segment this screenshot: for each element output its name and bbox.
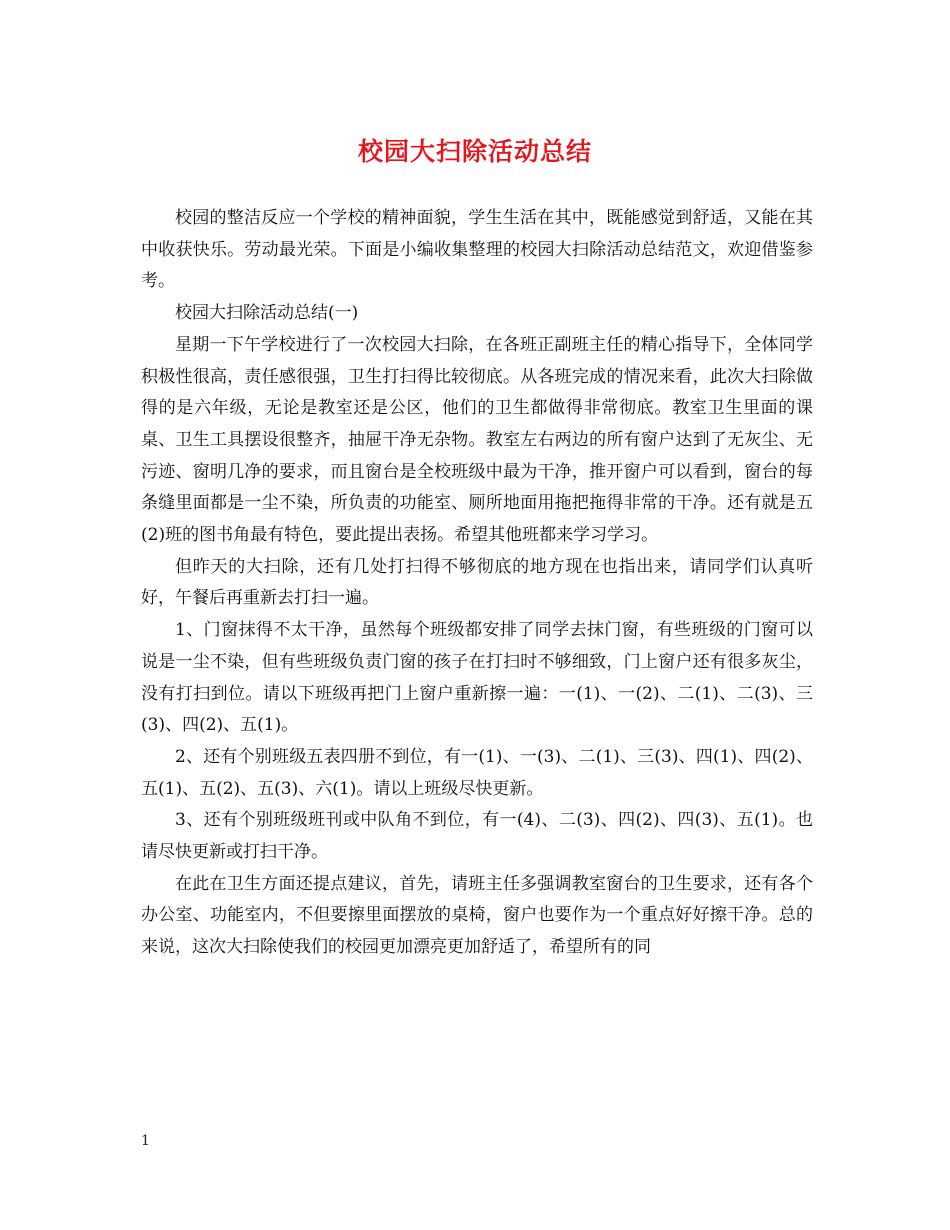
list-item-paragraph: 2、还有个别班级五表四册不到位，有一(1)、一(3)、二(1)、三(3)、四(1)、四(2)、五(1)、五(2)、五(3)、六(1)。请以上班级尽快更新。 [141,746,813,799]
list-item-paragraph: 1、门窗抹得不太干净，虽然每个班级都安排了同学去抹门窗，有些班级的门窗可以说是一尘不染，但有些班级负责门窗的孩子在打扫时不够细致，门上窗户还有很多灰尘，没有打扫到位。请以下班级再把门上窗户重新擦一遍：一(1)、一(2)、二(1)、二(3)、三(3)、四(2)、五(1)。 [141,620,813,736]
body-paragraph: 但昨天的大扫除，还有几处打扫得不够彻底的地方现在也指出来，请同学们认真听好，午餐后再重新去打扫一遍。 [141,556,813,609]
document-title: 校园大扫除活动总结 [357,137,592,166]
document-body [141,203,813,964]
list-item-paragraph: 3、还有个别班级班刊或中队角不到位，有一(4)、二(3)、四(2)、四(3)、五(1)。也请尽快更新或打扫干净。 [141,810,813,863]
body-paragraph: 在此在卫生方面还提点建议，首先，请班主任多强调教室窗台的卫生要求，还有各个办公室、功能室内，不但要擦里面摆放的桌椅，窗户也要作为一个重点好好擦干净。总的来说，这次大扫除使我们的校园更加漂亮更加舒适了，希望所有的同 [141,873,813,958]
body-paragraph: 星期一下午学校进行了一次校园大扫除，在各班正副班主任的精心指导下，全体同学积极性很高，责任感很强，卫生打扫得比较彻底。从各班完成的情况来看，此次大扫除做得的是六年级，无论是教室还是公区，他们的卫生都做得非常彻底。教室卫生里面的课桌、卫生工具摆设很整齐，抽屉干净无杂物。教室左右两边的所有窗户达到了无灰尘、无污迹、窗明几净的要求，而且窗台是全校班级中最为干净，推开窗户可以看到，窗台的每条缝里面都是一尘不染，所负责的功能室、厕所地面用拖把拖得非常的干净。还有就是五(2)班的图书角最有特色，要此提出表扬。希望其他班都来学习学习。 [141,334,813,546]
intro-paragraph: 校园的整洁反应一个学校的精神面貌，学生生活在其中，既能感觉到舒适，又能在其中收获快乐。劳动最光荣。下面是小编收集整理的校园大扫除活动总结范文，欢迎借鉴参考。 [141,208,813,292]
page-number: 1 [141,1133,150,1149]
section-heading: 校园大扫除活动总结(一) [175,303,359,324]
